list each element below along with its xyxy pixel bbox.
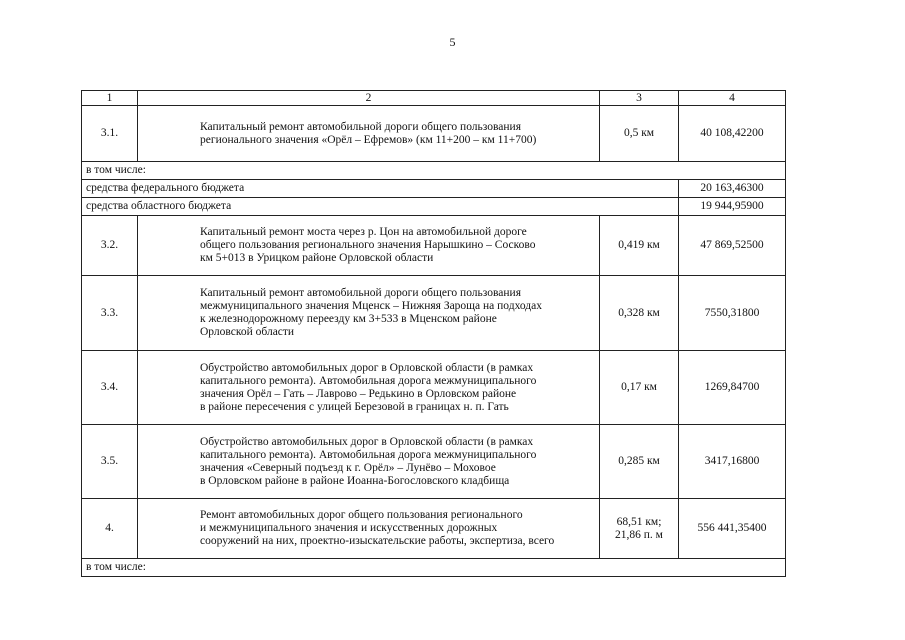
header-cell: 1: [82, 91, 138, 106]
table-row: [82, 351, 786, 425]
description-line: Орловской области: [200, 326, 295, 338]
item-quantity: [600, 106, 679, 162]
table-row: [82, 276, 786, 351]
funding-source-label: средства федерального бюджета: [82, 180, 679, 198]
item-description: [138, 351, 600, 425]
description-line: значения Орёл – Гать – Лаврово – Редькино в Орловском районе: [200, 387, 517, 400]
description-line: Капитальный ремонт автомобильной дороги общего пользования: [200, 120, 521, 133]
description-line: Обустройство автомобильных дорог в Орловской области (в рамках: [200, 361, 534, 374]
description-line: общего пользования регионального значения Нарышкино – Сосково: [200, 239, 536, 251]
quantity-line: 0,17 км: [621, 381, 657, 393]
quantity-line: 0,328 км: [618, 306, 660, 319]
header-cell: 3: [600, 91, 679, 106]
item-amount: 7550,31800: [679, 276, 786, 351]
description-line: Капитальный ремонт моста через р. Цон на автомобильной дороге: [200, 226, 527, 238]
page-number: 5: [449, 35, 456, 49]
description-line: к железнодорожному переезду км 3+533 в Мценском районе: [200, 313, 497, 325]
description-line: капитального ремонта). Автомобильная дорога межмуниципального: [200, 374, 537, 387]
quantity-line: 0,285 км: [618, 455, 660, 467]
item-number: 3.3.: [82, 276, 138, 351]
description-line: км 5+013 в Урицком районе Орловской области: [200, 252, 434, 264]
header-cell: 4: [679, 91, 786, 106]
description-line: в районе пересечения с улицей Березовой в границах н. п. Гать: [200, 400, 509, 413]
quantity-line: 0,5 км: [623, 127, 655, 139]
item-quantity: [600, 216, 679, 276]
subtotal-label: в том числе:: [82, 559, 786, 577]
item-number: 3.5.: [82, 425, 138, 499]
quantity-line: 68,51 км;: [616, 515, 662, 528]
item-number: 3.1.: [82, 106, 138, 162]
quantity-line: 0,419 км: [618, 239, 660, 251]
item-quantity: [600, 425, 679, 499]
item-quantity: [600, 351, 679, 425]
item-amount: 556 441,35400: [679, 499, 786, 559]
item-quantity: [600, 499, 679, 559]
description-line: сооружений на них, проектно-изыскательские работы, экспертиза, всего: [200, 535, 555, 547]
table-row: [82, 559, 786, 577]
budget-table: [81, 90, 786, 577]
item-amount: 1269,84700: [679, 351, 786, 425]
item-amount: 40 108,42200: [679, 106, 786, 162]
item-amount: 47 869,52500: [679, 216, 786, 276]
item-amount: 3417,16800: [679, 425, 786, 499]
description-line: капитального ремонта). Автомобильная дорога межмуниципального: [200, 448, 537, 461]
header-cell: 2: [138, 91, 600, 106]
description-line: и межмуниципального значения и искусственных дорожных: [200, 522, 498, 534]
subtotal-label: в том числе:: [82, 162, 786, 180]
description-line: Обустройство автомобильных дорог в Орловской области (в рамках: [200, 435, 534, 448]
description-line: Капитальный ремонт автомобильной дороги общего пользования: [200, 287, 521, 299]
table-row: [82, 499, 786, 559]
item-number: 3.2.: [82, 216, 138, 276]
description-line: межмуниципального значения Мценск – Нижняя Зароща на подходах: [200, 300, 543, 312]
item-description: [138, 216, 600, 276]
item-number: 4.: [82, 499, 138, 559]
item-number: 3.4.: [82, 351, 138, 425]
table-row: [82, 198, 786, 216]
quantity-line: 21,86 п. м: [615, 528, 663, 541]
table-row: [82, 216, 786, 276]
item-description: [138, 106, 600, 162]
description-line: в Орловском районе в районе Иоанна-Богословского кладбища: [200, 474, 510, 487]
item-description: [138, 499, 600, 559]
item-description: [138, 425, 600, 499]
table-row: [82, 162, 786, 180]
table-row: [82, 106, 786, 162]
table-row: [82, 425, 786, 499]
item-description: [138, 276, 600, 351]
funding-amount: 19 944,95900: [679, 198, 786, 216]
description-line: регионального значения «Орёл – Ефремов» (км 11+200 – км 11+700): [200, 133, 537, 146]
item-quantity: [600, 276, 679, 351]
funding-source-label: средства областного бюджета: [82, 198, 679, 216]
funding-amount: 20 163,46300: [679, 180, 786, 198]
table-header-row: [82, 91, 786, 106]
description-line: значения «Северный подъезд к г. Орёл» – Лунёво – Моховое: [200, 461, 496, 474]
table-row: [82, 180, 786, 198]
description-line: Ремонт автомобильных дорог общего пользования регионального: [200, 509, 523, 521]
